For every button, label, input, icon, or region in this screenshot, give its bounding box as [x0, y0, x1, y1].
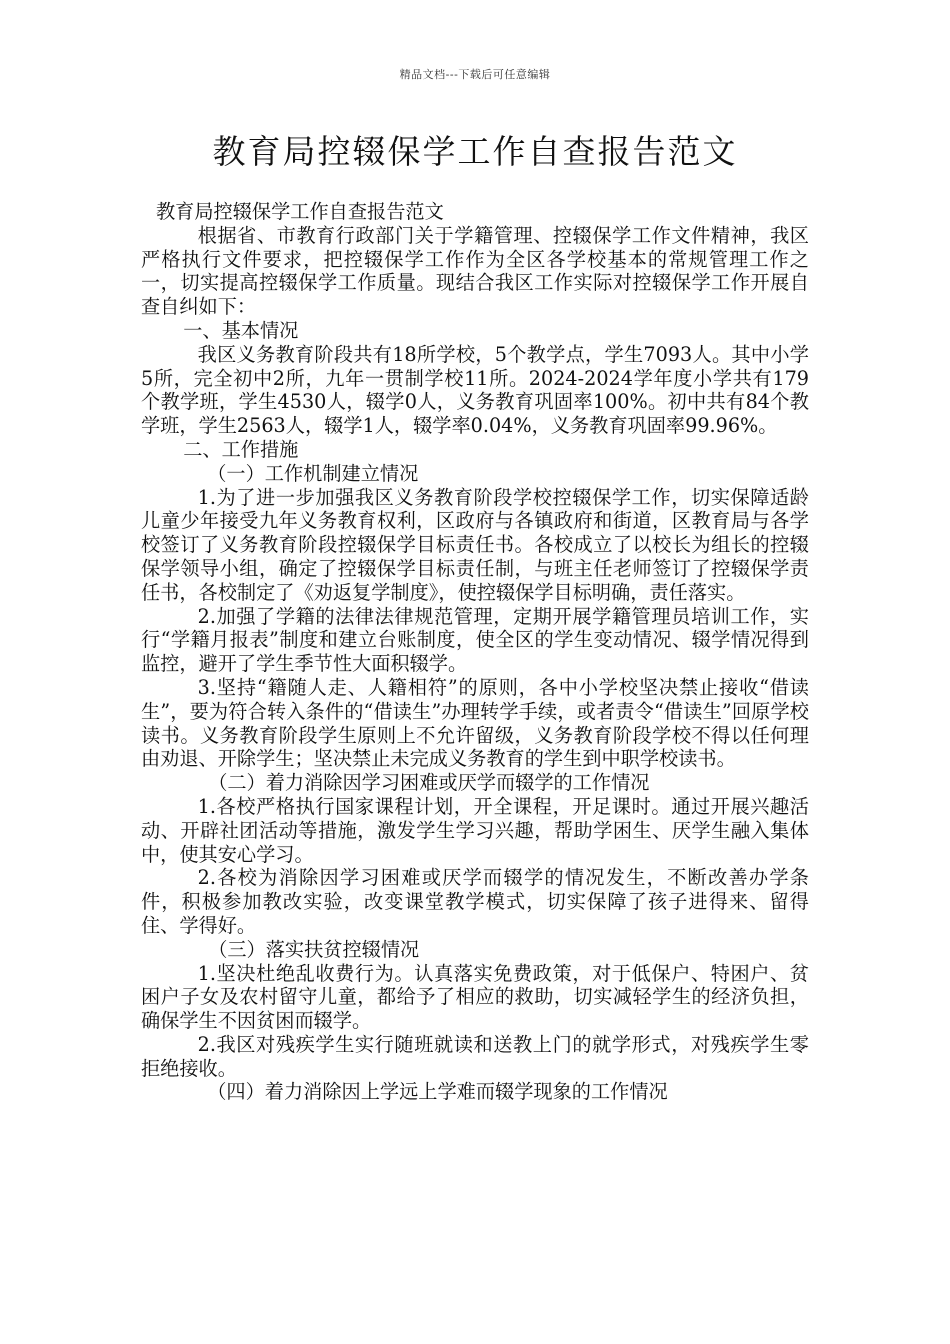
paragraph-item: 1.为了进一步加强我区义务教育阶段学校控辍保学工作，切实保障适龄儿童少年接受九年义务教育权利，区政府与各镇政府和街道，区教育局与各学校签订了义务教育阶段控辍保学目标责任书。各校成立了以校长为组长的控辍保学领导小组，确定了控辍保学目标责任制，与班主任老师签订了控辍保学责任书，各校制定了《劝返复学制度》，使控辍保学目标明确，责任落实。 [141, 485, 809, 604]
subsection-heading-3: （三）落实扶贫控辍情况 [208, 937, 420, 961]
paragraph-basic: 我区义务教育阶段共有18所学校，5个教学点，学生7093人。其中小学5所，完全初中2所，九年一贯制学校11所。2024-2024学年度小学共有179个教学班，学生4530人，辍学0人，义务教育巩固率100%。初中共有84个教学班，学生2563人，辍学1人，辍学率0.04%，义务教育巩固率99.96%。 [141, 342, 809, 438]
paragraph-item: 3.坚持“籍随人走、人籍相符”的原则，各中小学校坚决禁止接收“借读生”，要为符合转入条件的“借读生”办理转学手续，或者责令“借读生”回原学校读书。义务教育阶段学生原则上不允许留级，义务教育阶段学校不得以任何理由劝退、开除学生；坚决禁止未完成义务教育的学生到中职学校读书。 [141, 675, 809, 771]
paragraph-intro: 根据省、市教育行政部门关于学籍管理、控辍保学工作文件精神，我区严格执行文件要求，把控辍保学工作作为全区各学校基本的常规管理工作之一，切实提高控辍保学工作质量。现结合我区工作实际对控辍保学工作开展自查自纠如下： [141, 223, 809, 319]
paragraph-item: 2.各校为消除因学习困难或厌学而辍学的情况发生，不断改善办学条件，积极参加教改实验，改变课堂教学模式，切实保障了孩子进得来、留得住、学得好。 [141, 866, 809, 937]
document-body [141, 200, 809, 1104]
section-heading-basic: 一、基本情况 [183, 318, 299, 342]
section-heading-measures: 二、工作措施 [183, 437, 299, 461]
paragraph-item: 1.坚决杜绝乱收费行为。认真落实免费政策，对于低保户、特困户、贫困户子女及农村留守儿童，都给予了相应的救助，切实减轻学生的经济负担，确保学生不因贫困而辍学。 [141, 961, 809, 1033]
subsection-heading-2: （二）着力消除因学习困难或厌学而辍学的工作情况 [208, 771, 650, 795]
document-title: 教育局控辍保学工作自查报告范文 [212, 132, 738, 171]
lead-line: 教育局控辍保学工作自查报告范文 [156, 200, 444, 223]
page-header-watermark: 精品文档---下载后可任意编辑 [399, 68, 551, 81]
paragraph-item: 2.加强了学籍的法律法律规范管理，定期开展学籍管理员培训工作，实行“学籍月报表”制度和建立台账制度，使全区的学生变动情况、辍学情况得到监控，避开了学生季节性大面积辍学。 [141, 604, 809, 676]
subsection-heading-1: （一）工作机制建立情况 [207, 461, 419, 485]
paragraph-item: 1.各校严格执行国家课程计划，开全课程，开足课时。通过开展兴趣活动、开辟社团活动等措施，激发学生学习兴趣，帮助学困生、厌学生融入集体中，使其安心学习。 [141, 794, 809, 866]
subsection-heading-4: （四）着力消除因上学远上学难而辍学现象的工作情况 [207, 1080, 668, 1104]
paragraph-item: 2.我区对残疾学生实行随班就读和送教上门的就学形式，对残疾学生零拒绝接收。 [141, 1032, 809, 1080]
